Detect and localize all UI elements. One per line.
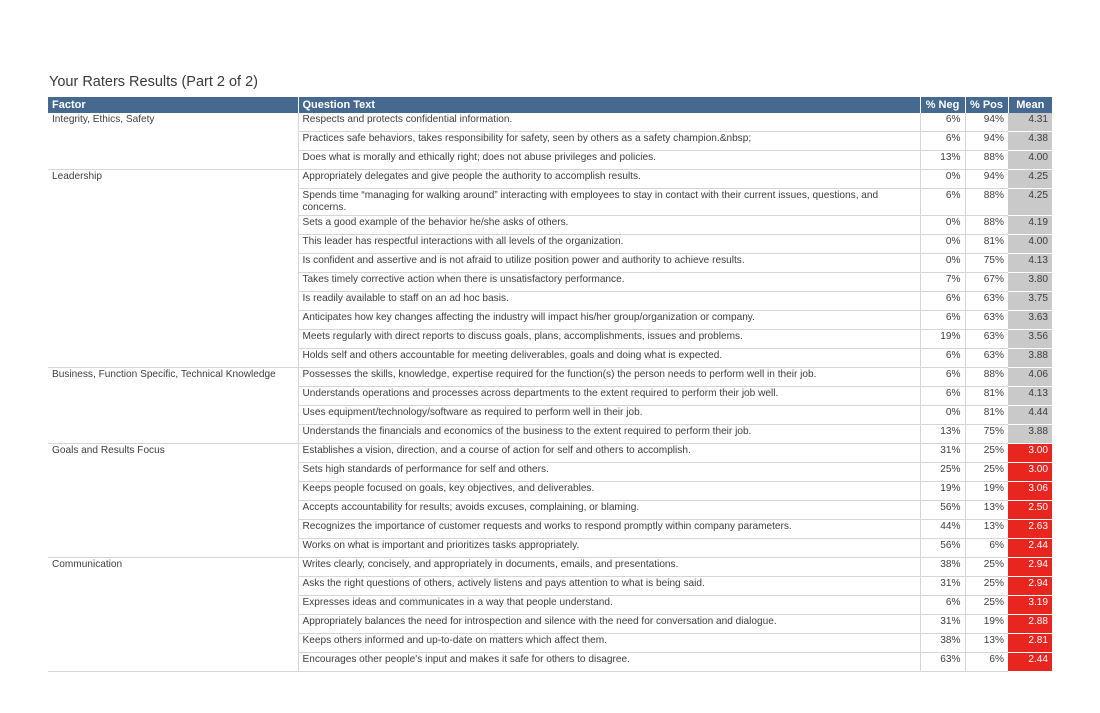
column-header-question: Question Text [298, 97, 920, 113]
pos-percent-cell: 25% [965, 558, 1008, 577]
neg-percent-cell: 0% [920, 406, 965, 425]
factor-cell [48, 151, 298, 170]
factor-cell [48, 216, 298, 235]
pos-percent-cell: 63% [965, 330, 1008, 349]
pos-percent-cell: 19% [965, 615, 1008, 634]
pos-percent-cell: 81% [965, 387, 1008, 406]
factor-cell: Business, Function Specific, Technical Knowledge [48, 368, 298, 387]
pos-percent-cell: 88% [965, 216, 1008, 235]
pos-percent-cell: 25% [965, 596, 1008, 615]
question-cell: Spends time “managing for walking around” interacting with employees to stay in contact with their current issues, questions, and concerns. [298, 189, 920, 216]
table-row [48, 577, 1052, 596]
question-cell: Keeps people focused on goals, key objectives, and deliverables. [298, 482, 920, 501]
column-header-mean: Mean [1008, 97, 1052, 113]
neg-percent-cell: 6% [920, 349, 965, 368]
question-cell: Is readily available to staff on an ad hoc basis. [298, 292, 920, 311]
pos-percent-cell: 67% [965, 273, 1008, 292]
neg-percent-cell: 6% [920, 596, 965, 615]
pos-percent-cell: 94% [965, 113, 1008, 132]
mean-cell: 4.19 [1008, 216, 1052, 235]
factor-cell [48, 349, 298, 368]
factor-cell [48, 577, 298, 596]
neg-percent-cell: 13% [920, 151, 965, 170]
pos-percent-cell: 13% [965, 520, 1008, 539]
mean-cell: 3.56 [1008, 330, 1052, 349]
table-row [48, 132, 1052, 151]
question-cell: Establishes a vision, direction, and a course of action for self and others to accomplish. [298, 444, 920, 463]
question-cell: Uses equipment/technology/software as required to perform well in their job. [298, 406, 920, 425]
mean-cell: 4.00 [1008, 151, 1052, 170]
factor-cell [48, 482, 298, 501]
question-cell: Understands operations and processes across departments to the extent required to perform their job well. [298, 387, 920, 406]
mean-cell: 2.44 [1008, 653, 1052, 672]
neg-percent-cell: 31% [920, 615, 965, 634]
neg-percent-cell: 31% [920, 444, 965, 463]
neg-percent-cell: 44% [920, 520, 965, 539]
column-header-factor: Factor [48, 97, 298, 113]
factor-cell [48, 254, 298, 273]
table-row [48, 406, 1052, 425]
table-row [48, 189, 1052, 216]
table-row [48, 520, 1052, 539]
mean-cell: 4.31 [1008, 113, 1052, 132]
table-row [48, 216, 1052, 235]
question-cell: Asks the right questions of others, actively listens and pays attention to what is being said. [298, 577, 920, 596]
neg-percent-cell: 0% [920, 235, 965, 254]
neg-percent-cell: 6% [920, 113, 965, 132]
table-row [48, 596, 1052, 615]
mean-cell: 4.00 [1008, 235, 1052, 254]
mean-cell: 3.75 [1008, 292, 1052, 311]
mean-cell: 3.00 [1008, 463, 1052, 482]
factor-cell [48, 539, 298, 558]
mean-cell: 2.94 [1008, 577, 1052, 596]
mean-cell: 2.63 [1008, 520, 1052, 539]
table-row [48, 311, 1052, 330]
mean-cell: 4.38 [1008, 132, 1052, 151]
pos-percent-cell: 6% [965, 539, 1008, 558]
column-header-pos: % Pos [965, 97, 1008, 113]
neg-percent-cell: 38% [920, 558, 965, 577]
mean-cell: 3.63 [1008, 311, 1052, 330]
mean-cell: 2.88 [1008, 615, 1052, 634]
factor-cell: Integrity, Ethics, Safety [52, 114, 155, 125]
pos-percent-cell: 25% [965, 463, 1008, 482]
table-row [48, 501, 1052, 520]
table-row [48, 558, 1052, 577]
neg-percent-cell: 25% [920, 463, 965, 482]
pos-percent-cell: 81% [965, 406, 1008, 425]
question-cell: Sets a good example of the behavior he/she asks of others. [298, 216, 920, 235]
question-cell: Possesses the skills, knowledge, expertise required for the function(s) the person needs to perform well in their job. [298, 368, 920, 387]
pos-percent-cell: 13% [965, 501, 1008, 520]
mean-cell: 4.44 [1008, 406, 1052, 425]
factor-cell [48, 520, 298, 539]
factor-cell [48, 235, 298, 254]
mean-cell: 2.94 [1008, 558, 1052, 577]
table-row [48, 482, 1052, 501]
factor-cell [48, 273, 298, 292]
table-row [48, 653, 1052, 672]
mean-cell: 2.44 [1008, 539, 1052, 558]
question-cell: Expresses ideas and communicates in a way that people understand. [298, 596, 920, 615]
pos-percent-cell: 25% [965, 577, 1008, 596]
question-cell: Practices safe behaviors, takes responsibility for safety, seen by others as a safety champion.&nbsp; [298, 132, 920, 151]
mean-cell: 4.13 [1008, 387, 1052, 406]
table-row [48, 463, 1052, 482]
mean-cell: 4.25 [1008, 189, 1052, 216]
neg-percent-cell: 56% [920, 501, 965, 520]
question-cell: Takes timely corrective action when there is unsatisfactory performance. [298, 273, 920, 292]
neg-percent-cell: 38% [920, 634, 965, 653]
pos-percent-cell: 94% [965, 132, 1008, 151]
question-cell: Anticipates how key changes affecting the industry will impact his/her group/organization or company. [298, 311, 920, 330]
table-row [48, 368, 1052, 387]
question-cell: Writes clearly, concisely, and appropriately in documents, emails, and presentations. [298, 558, 920, 577]
mean-cell: 3.88 [1008, 425, 1052, 444]
factor-cell [48, 653, 298, 672]
mean-cell: 4.06 [1008, 368, 1052, 387]
mean-cell: 3.80 [1008, 273, 1052, 292]
table-body [48, 113, 1052, 672]
neg-percent-cell: 31% [920, 577, 965, 596]
factor-cell: Leadership [48, 170, 298, 189]
results-table [48, 97, 1052, 672]
question-cell: Does what is morally and ethically right; does not abuse privileges and policies. [298, 151, 920, 170]
question-cell: Is confident and assertive and is not afraid to utilize position power and authority to achieve results. [298, 254, 920, 273]
factor-cell: Goals and Results Focus [48, 444, 298, 463]
question-cell: Appropriately balances the need for introspection and silence with the need for conversation and dialogue. [298, 615, 920, 634]
mean-cell: 4.25 [1008, 170, 1052, 189]
neg-percent-cell: 13% [920, 425, 965, 444]
factor-cell [48, 387, 298, 406]
question-cell: Accepts accountability for results; avoids excuses, complaining, or blaming. [298, 501, 920, 520]
neg-percent-cell: 6% [920, 387, 965, 406]
pos-percent-cell: 63% [965, 292, 1008, 311]
neg-percent-cell: 6% [920, 292, 965, 311]
factor-cell [48, 463, 298, 482]
pos-percent-cell: 75% [965, 425, 1008, 444]
factor-cell [48, 406, 298, 425]
table-row [48, 113, 1052, 132]
question-cell: Holds self and others accountable for meeting deliverables, goals and doing what is expected. [298, 349, 920, 368]
question-cell: Encourages other people's input and makes it safe for others to disagree. [298, 653, 920, 672]
factor-cell [48, 425, 298, 444]
neg-percent-cell: 6% [920, 189, 965, 216]
mean-cell: 3.06 [1008, 482, 1052, 501]
column-header-neg: % Neg [920, 97, 965, 113]
factor-cell [48, 292, 298, 311]
table-row [48, 330, 1052, 349]
pos-percent-cell: 25% [965, 444, 1008, 463]
mean-cell: 3.19 [1008, 596, 1052, 615]
table-row [48, 235, 1052, 254]
question-cell: Respects and protects confidential information. [298, 113, 920, 132]
pos-percent-cell: 75% [965, 254, 1008, 273]
table-row [48, 539, 1052, 558]
mean-cell: 3.88 [1008, 349, 1052, 368]
table-row [48, 254, 1052, 273]
pos-percent-cell: 63% [965, 349, 1008, 368]
pos-percent-cell: 19% [965, 482, 1008, 501]
question-cell: Works on what is important and prioritizes tasks appropriately. [298, 539, 920, 558]
pos-percent-cell: 81% [965, 235, 1008, 254]
factor-cell [48, 311, 298, 330]
mean-cell: 4.13 [1008, 254, 1052, 273]
table-row [48, 387, 1052, 406]
pos-percent-cell: 88% [965, 368, 1008, 387]
pos-percent-cell: 94% [965, 170, 1008, 189]
neg-percent-cell: 6% [920, 311, 965, 330]
question-cell: Meets regularly with direct reports to discuss goals, plans, accomplishments, issues and problems. [298, 330, 920, 349]
pos-percent-cell: 63% [965, 311, 1008, 330]
factor-cell [48, 634, 298, 653]
neg-percent-cell: 56% [920, 539, 965, 558]
factor-cell [48, 189, 298, 216]
mean-cell: 2.81 [1008, 634, 1052, 653]
table-row [48, 615, 1052, 634]
table-row [48, 170, 1052, 189]
neg-percent-cell: 7% [920, 273, 965, 292]
neg-percent-cell: 0% [920, 170, 965, 189]
factor-cell: Communication [48, 558, 298, 577]
pos-percent-cell: 88% [965, 189, 1008, 216]
neg-percent-cell: 63% [920, 653, 965, 672]
table-row [48, 151, 1052, 170]
table-row [48, 444, 1052, 463]
factor-cell [48, 132, 298, 151]
question-cell: Recognizes the importance of customer requests and works to respond promptly within company parameters. [298, 520, 920, 539]
mean-cell: 3.00 [1008, 444, 1052, 463]
pos-percent-cell: 88% [965, 151, 1008, 170]
neg-percent-cell: 0% [920, 254, 965, 273]
table-row [48, 292, 1052, 311]
question-cell: Appropriately delegates and give people the authority to accomplish results. [298, 170, 920, 189]
factor-cell [48, 596, 298, 615]
mean-cell: 2.50 [1008, 501, 1052, 520]
question-cell: This leader has respectful interactions with all levels of the organization. [298, 235, 920, 254]
table-row [48, 273, 1052, 292]
pos-percent-cell: 13% [965, 634, 1008, 653]
question-cell: Keeps others informed and up-to-date on matters which affect them. [298, 634, 920, 653]
neg-percent-cell: 19% [920, 482, 965, 501]
pos-percent-cell: 6% [965, 653, 1008, 672]
factor-cell [48, 330, 298, 349]
factor-cell [48, 501, 298, 520]
question-cell: Sets high standards of performance for self and others. [298, 463, 920, 482]
table-row [48, 425, 1052, 444]
neg-percent-cell: 0% [920, 216, 965, 235]
neg-percent-cell: 6% [920, 368, 965, 387]
neg-percent-cell: 19% [920, 330, 965, 349]
neg-percent-cell: 6% [920, 132, 965, 151]
table-header-row [48, 97, 1052, 113]
question-cell: Understands the financials and economics of the business to the extent required to perform their job. [298, 425, 920, 444]
report-title: Your Raters Results (Part 2 of 2) [49, 74, 258, 90]
table-row [48, 349, 1052, 368]
table-row [48, 634, 1052, 653]
factor-cell [48, 615, 298, 634]
